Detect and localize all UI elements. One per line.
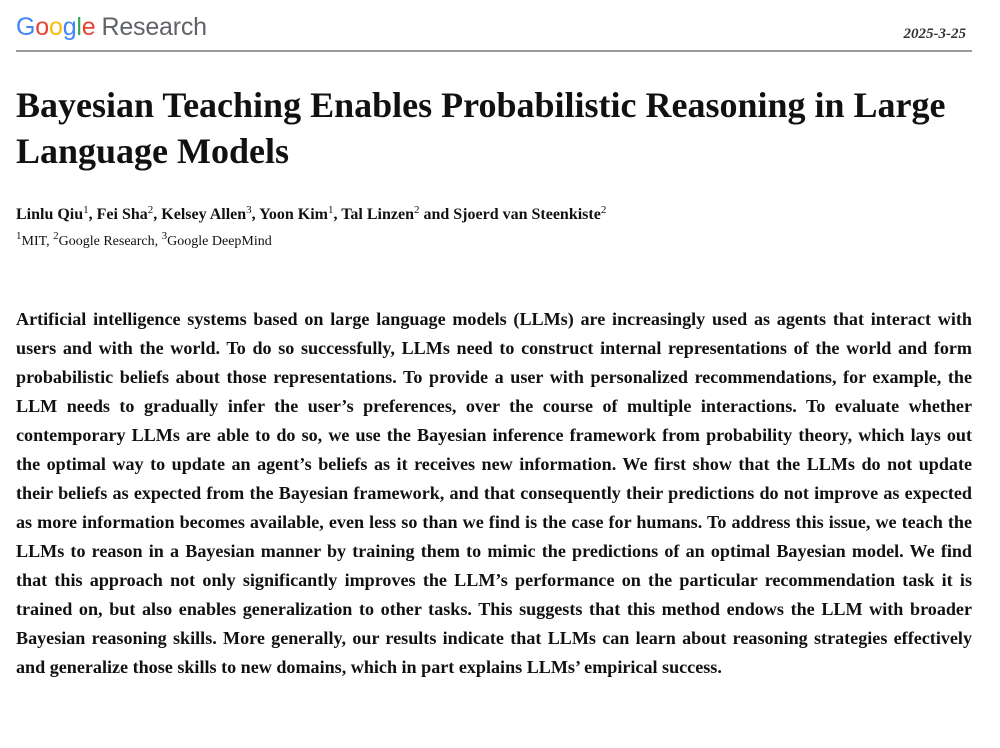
logo-research-word: Research bbox=[101, 13, 207, 41]
affiliation-list bbox=[16, 230, 976, 250]
author-affiliation-mark: 2 bbox=[413, 204, 420, 216]
affiliation-name: Google DeepMind bbox=[167, 234, 272, 249]
logo-letter-l: l bbox=[76, 13, 82, 41]
author-name: Fei Sha bbox=[96, 206, 148, 223]
google-research-logo bbox=[16, 12, 207, 42]
page-header bbox=[16, 8, 972, 52]
logo-letter-e: e bbox=[81, 13, 96, 41]
author-affiliation-mark: 2 bbox=[147, 204, 154, 216]
affiliation-number: 1 bbox=[16, 230, 22, 242]
affiliation-number: 2 bbox=[53, 230, 59, 242]
affiliation-name: MIT bbox=[21, 234, 47, 249]
author-separator: , bbox=[153, 206, 162, 223]
publication-date: 2025-3-25 bbox=[903, 26, 966, 42]
logo-letter-g2: g bbox=[62, 13, 77, 41]
affiliation-number: 3 bbox=[161, 230, 168, 242]
author-affiliation-mark: 1 bbox=[83, 204, 89, 216]
author-separator: , bbox=[333, 206, 342, 223]
author-separator: , bbox=[251, 206, 260, 223]
author-name: Yoon Kim bbox=[259, 206, 328, 223]
author-affiliation-mark: 2 bbox=[600, 204, 607, 216]
author-name: Kelsey Allen bbox=[161, 206, 247, 223]
author-name: Sjoerd van Steenkiste bbox=[453, 206, 601, 223]
author-name: Linlu Qiu bbox=[16, 206, 84, 223]
author-affiliation-mark: 3 bbox=[246, 204, 252, 216]
affiliation-name: Google Research bbox=[58, 234, 155, 249]
author-separator: and bbox=[419, 206, 454, 223]
author-separator: , bbox=[88, 206, 97, 223]
affiliation-separator: , bbox=[46, 234, 54, 249]
author-list bbox=[16, 206, 976, 224]
logo-letter-o1: o bbox=[35, 13, 49, 41]
logo-letter-g1: G bbox=[16, 13, 36, 41]
paper-title: Bayesian Teaching Enables Probabilistic Reasoning in Large Language Models bbox=[16, 85, 946, 171]
affiliation-separator: , bbox=[154, 234, 162, 249]
abstract-text: Artificial intelligence systems based on large language models (LLMs) are increasingly used as agents that interact with users and with the world. To do so successfully, LLMs need to construct internal representations of the world and form probabilistic beliefs about those representations. To provide a user with personalized recommendations, for example, the LLM needs to gradually infer the user’s preferences, over the course of multiple interactions. To evaluate whether contemporary LLMs are able to do so, we use the Bayesian inference framework from probability theory, which lays out the optimal way to update an agent’s beliefs as it receives new information. We first show that the LLMs do not update their beliefs as expected from the Bayesian framework, and that consequently their predictions do not improve as expected as more information becomes available, even less so than we find is the case for humans. To address this issue, we teach the LLMs to reason in a Bayesian manner by training them to mimic the predictions of an optimal Bayesian model. We find that this approach not only significantly improves the LLM’s performance on the particular recommendation task it is trained on, but also enables generalization to other tasks. This suggests that this method endows the LLM with broader Bayesian reasoning skills. More generally, our results indicate that LLMs can learn about reasoning strategies effectively and generalize those skills to new domains, which in part explains LLMs’ empirical success. bbox=[16, 309, 972, 677]
author-name: Tal Linzen bbox=[341, 206, 414, 223]
logo-letter-o2: o bbox=[48, 13, 63, 41]
author-affiliation-mark: 1 bbox=[327, 204, 334, 216]
